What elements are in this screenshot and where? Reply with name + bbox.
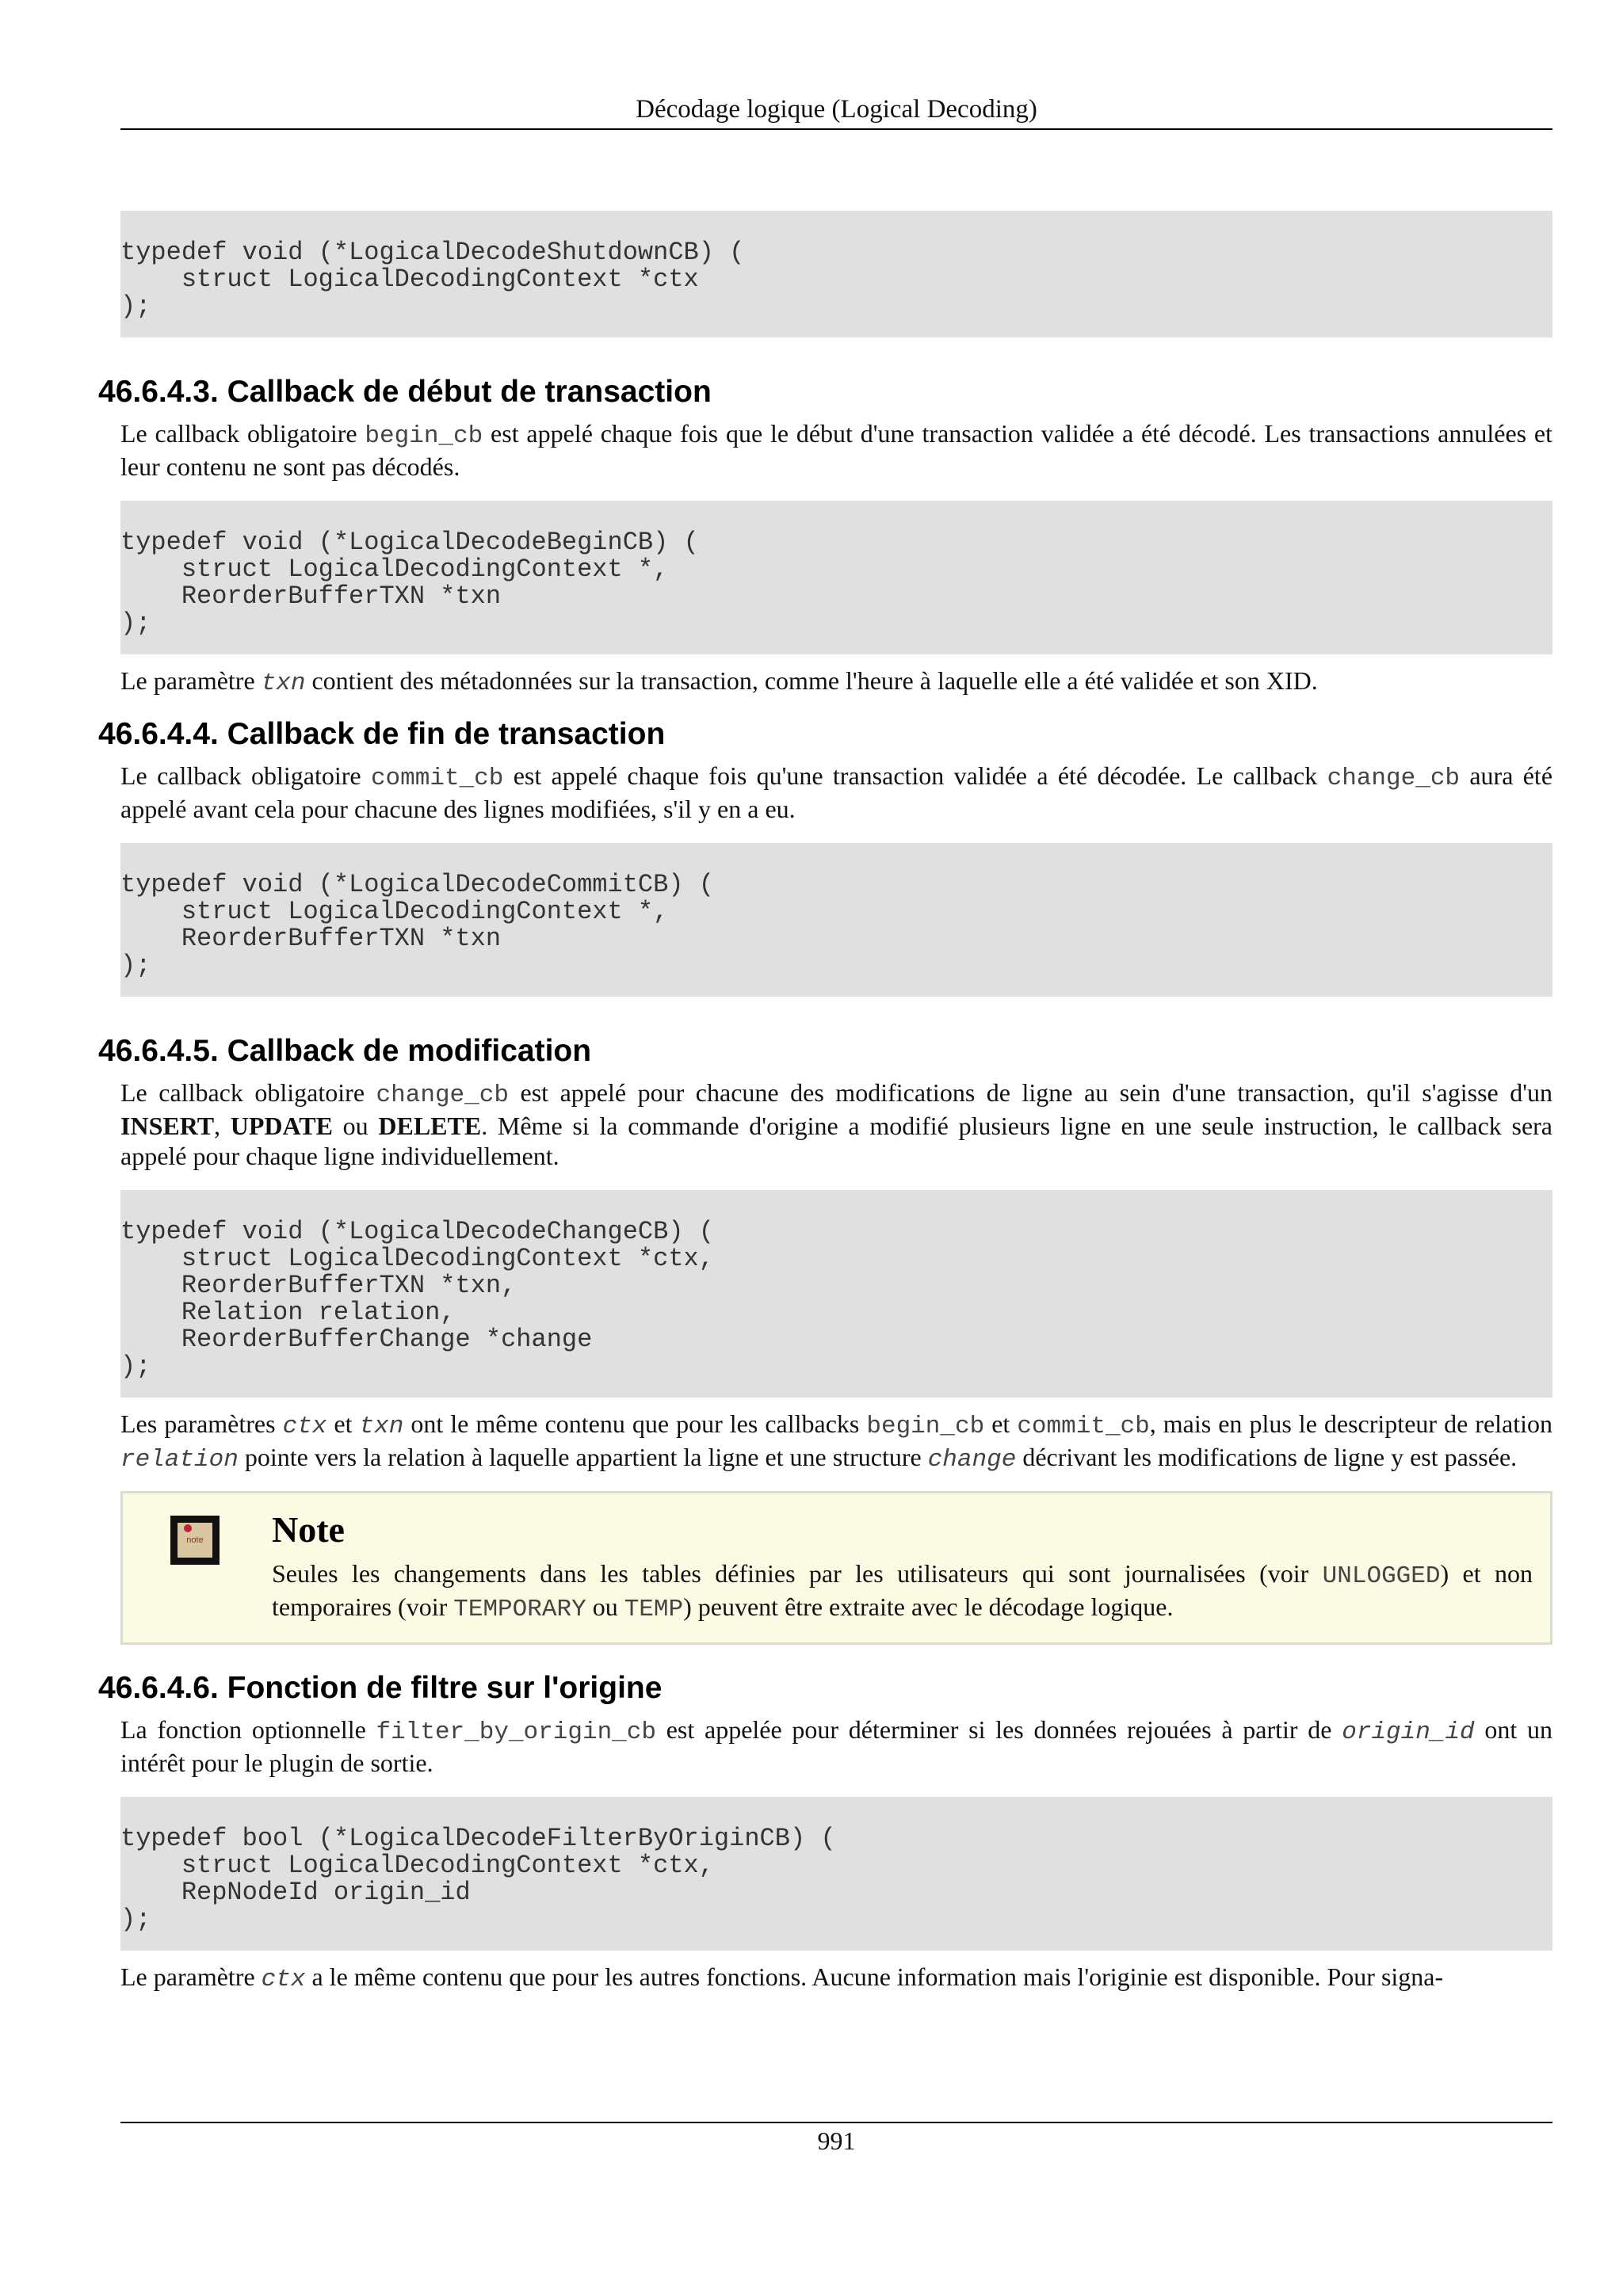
paragraph-filter-origin: La fonction optionnelle filter_by_origin_cb est appelée pour déterminer si les données rejouées à partir de origin_id ont un intérêt pour le plugin de sortie. (120, 1715, 1553, 1777)
paragraph-begin-cb: Le callback obligatoire begin_cb est appelé chaque fois que le début d'une transaction validée a été décodé. Les transactions annulées et leur contenu ne sont pas décodés. (120, 419, 1553, 481)
note-box (120, 1491, 1552, 1645)
page-footer (120, 2122, 1552, 2157)
running-header (120, 92, 1552, 130)
paragraph-change-params: Les paramètres ctx et txn ont le même contenu que pour les callbacks begin_cb et commit_cb, mais en plus le descripteur de relation relation pointe vers la relation à laquelle appartient la ligne et une structure change décrivant les modifications de ligne y est passée. (120, 1409, 1553, 1474)
page-content (98, 211, 1552, 1995)
paragraph-txn-param: Le paramètre txn contient des métadonnées sur la transaction, comme l'heure à laquelle elle a été validée et son XID. (120, 666, 1318, 697)
note-text: Seules les changements dans les tables définies par les utilisateurs qui sont journalisées (voir UNLOGGED) et non temporaires (voir TEMPORARY ou TEMP) peuvent être extraite avec le décodage logique. (272, 1559, 1533, 1623)
paragraph-change-cb: Le callback obligatoire change_cb est appelé pour chacune des modifications de ligne au sein d'une transaction, qu'il s'agisse d'un INSERT, UPDATE ou DELETE. Même si la commande d'origine a modifié plusieurs ligne en une seule instruction, le callback sera appelé pour chaque ligne individuellement. (120, 1078, 1553, 1170)
param-txn: txn (261, 669, 306, 697)
code-change-typedef: typedef void (*LogicalDecodeChangeCB) ( struct LogicalDecodingContext *ctx, ReorderBufferTXN *txn, Relation relation, ReorderBufferChange *change ); (120, 1190, 1552, 1398)
code-commit-typedef: typedef void (*LogicalDecodeCommitCB) ( struct LogicalDecodingContext *, ReorderBufferTXN *txn ); (120, 843, 1552, 997)
paragraph-ctx-param: Le paramètre ctx a le même contenu que pour les autres fonctions. Aucune information mais l'originie est disponible. Pour signa- (120, 1962, 1444, 1993)
code-shutdown-cb: typedef void (*LogicalDecodeShutdownCB) ( struct LogicalDecodingContext *ctx ); (120, 211, 1552, 338)
section-title-begin-cb: 46.6.4.3. Callback de début de transaction (98, 375, 712, 409)
code-filter-typedef: typedef bool (*LogicalDecodeFilterByOriginCB) ( struct LogicalDecodingContext *ctx, RepNodeId origin_id ); (120, 1797, 1552, 1951)
code-begin-cb: begin_cb (365, 422, 483, 450)
section-title-commit-cb: 46.6.4.4. Callback de fin de transaction (98, 717, 666, 751)
section-title-filter-origin: 46.6.4.6. Fonction de filtre sur l'origine (98, 1671, 663, 1705)
code-commit-cb: commit_cb (370, 765, 504, 792)
header-title: Décodage logique (Logical Decoding) (636, 95, 1037, 124)
code-change-cb: change_cb (1327, 765, 1461, 792)
note-title: Note (272, 1509, 345, 1550)
page-number: 991 (817, 2126, 856, 2155)
section-title-change-cb: 46.6.4.5. Callback de modification (98, 1034, 592, 1068)
paragraph-commit-cb: Le callback obligatoire commit_cb est appelé chaque fois qu'une transaction validée a été décodée. Le callback change_cb aura été appelé avant cela pour chacune des lignes modifiées, s'il y en a eu. (120, 761, 1553, 823)
note-icon: note (170, 1516, 220, 1565)
code-begin-typedef: typedef void (*LogicalDecodeBeginCB) ( struct LogicalDecodingContext *, ReorderBufferTXN *txn ); (120, 501, 1552, 654)
